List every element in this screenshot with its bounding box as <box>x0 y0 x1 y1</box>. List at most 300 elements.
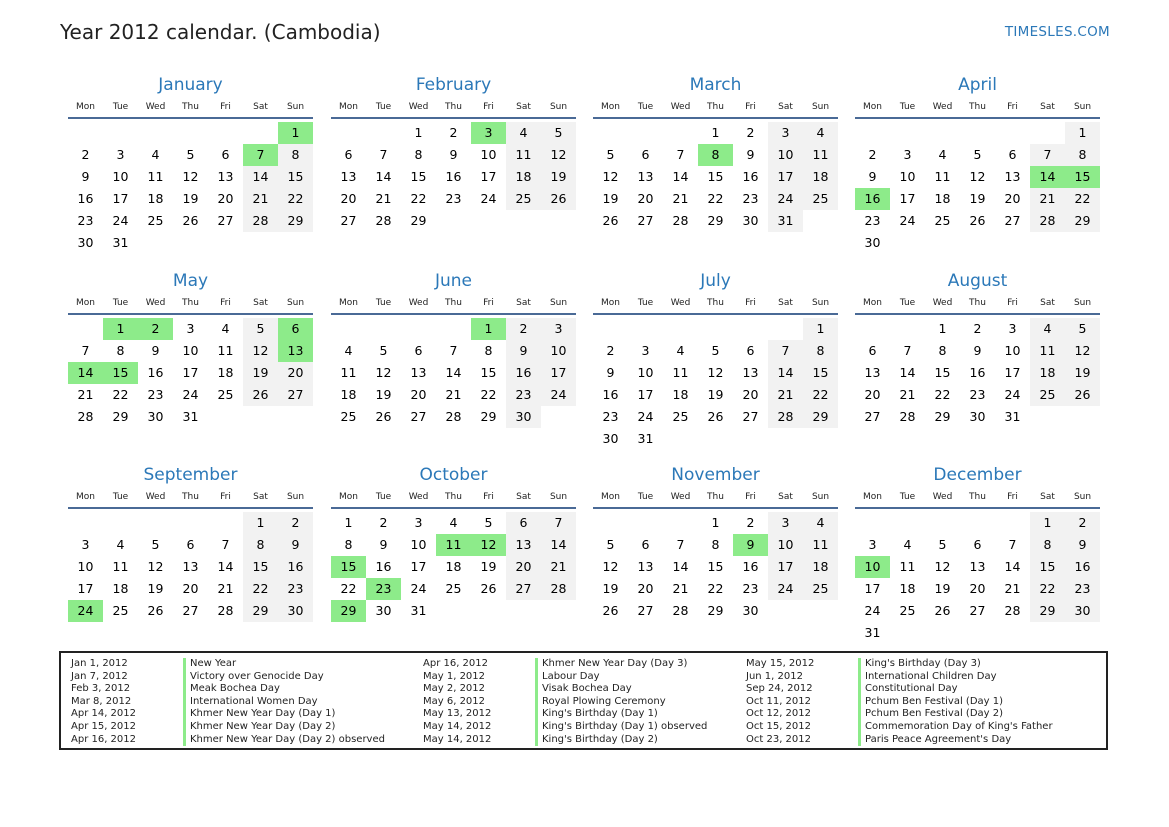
holiday-day: 23 <box>366 578 401 600</box>
days-grid <box>855 119 1100 254</box>
empty-cell <box>436 318 471 340</box>
day-cell: 6 <box>1008 147 1017 162</box>
day-cell: 19 <box>602 191 619 206</box>
weekday-header <box>331 100 576 119</box>
page-title: Year 2012 calendar. (Cambodia) <box>60 20 381 44</box>
day-cell: 6 <box>186 537 195 552</box>
empty-cell <box>768 318 803 340</box>
day-cell: 22 <box>410 191 427 206</box>
day-cell: 6 <box>221 147 230 162</box>
day-cell: 4 <box>803 122 838 144</box>
holiday-day: 15 <box>103 362 138 384</box>
day-cell: 13 <box>182 559 199 574</box>
holiday-row <box>71 671 385 684</box>
day-cell: 17 <box>864 581 881 596</box>
day-cell: 10 <box>77 559 94 574</box>
day-cell: 29 <box>278 210 313 232</box>
weekday-label: Thu <box>707 298 724 308</box>
empty-cell <box>855 122 890 144</box>
day-cell: 3 <box>186 321 195 336</box>
holiday-row <box>746 696 1053 709</box>
day-cell: 20 <box>410 387 427 402</box>
day-cell: 8 <box>711 537 720 552</box>
weekday-label: Fri <box>220 298 231 308</box>
day-cell: 9 <box>151 343 160 358</box>
day-cell: 17 <box>182 365 199 380</box>
holiday-day: 29 <box>331 600 366 622</box>
holiday-date: May 2, 2012 <box>423 683 486 695</box>
day-cell: 14 <box>899 365 916 380</box>
day-cell: 15 <box>278 166 313 188</box>
empty-cell <box>173 512 208 534</box>
day-cell: 18 <box>340 387 357 402</box>
weekday-label: Sun <box>549 102 568 112</box>
day-cell: 22 <box>1065 188 1100 210</box>
month-september <box>68 460 313 622</box>
holiday-day: 1 <box>471 318 506 340</box>
weekday-label: Fri <box>483 102 494 112</box>
day-cell: 27 <box>969 603 986 618</box>
day-cell: 12 <box>934 559 951 574</box>
day-cell: 11 <box>112 559 129 574</box>
day-cell: 30 <box>278 600 313 622</box>
day-cell: 7 <box>768 340 803 362</box>
day-cell: 10 <box>768 534 803 556</box>
weekday-label: Mon <box>339 298 358 308</box>
weekday-label: Thu <box>182 492 199 502</box>
weekday-label: Thu <box>969 298 986 308</box>
day-cell: 18 <box>803 166 838 188</box>
weekday-label: Tue <box>637 298 654 308</box>
month-name: August <box>947 271 1008 291</box>
day-cell: 7 <box>1030 144 1065 166</box>
day-cell: 13 <box>506 534 541 556</box>
day-cell: 8 <box>414 147 423 162</box>
day-cell: 17 <box>768 556 803 578</box>
day-cell: 7 <box>903 343 912 358</box>
weekday-label: Sat <box>778 492 793 502</box>
day-cell: 9 <box>868 169 877 184</box>
day-cell: 12 <box>602 559 619 574</box>
holiday-date: Jan 1, 2012 <box>71 658 128 669</box>
day-cell: 14 <box>243 166 278 188</box>
day-cell: 2 <box>746 125 755 140</box>
day-cell: 2 <box>973 321 982 336</box>
holiday-date: Apr 15, 2012 <box>71 720 137 732</box>
weekday-label: Thu <box>969 102 986 112</box>
month-name: January <box>158 75 223 95</box>
holiday-day: 10 <box>855 556 890 578</box>
weekday-label: Mon <box>601 102 620 112</box>
empty-cell <box>366 318 401 340</box>
holiday-date: May 6, 2012 <box>423 695 486 707</box>
day-cell: 26 <box>707 409 724 424</box>
month-november <box>593 460 838 622</box>
day-cell: 25 <box>934 213 951 228</box>
holiday-name: International Women Day <box>183 696 318 709</box>
day-cell: 19 <box>480 559 497 574</box>
day-cell: 3 <box>1008 321 1017 336</box>
month-name: September <box>143 465 238 485</box>
day-cell: 19 <box>707 387 724 402</box>
day-cell: 12 <box>182 169 199 184</box>
day-cell: 13 <box>410 365 427 380</box>
holiday-row <box>423 721 707 734</box>
day-cell: 23 <box>969 387 986 402</box>
days-grid <box>68 509 313 622</box>
holiday-row <box>71 683 385 696</box>
day-cell: 4 <box>676 343 685 358</box>
day-cell: 15 <box>243 556 278 578</box>
weekday-label: Fri <box>1007 298 1018 308</box>
day-cell: 17 <box>637 387 654 402</box>
empty-cell <box>208 122 243 144</box>
day-cell: 2 <box>278 512 313 534</box>
day-cell: 6 <box>506 512 541 534</box>
holiday-name: Labour Day <box>535 671 600 684</box>
days-grid <box>68 119 313 254</box>
day-cell: 27 <box>182 603 199 618</box>
weekday-label: Tue <box>375 492 392 502</box>
day-cell: 13 <box>1004 169 1021 184</box>
holiday-date: May 1, 2012 <box>423 670 486 682</box>
day-cell: 11 <box>899 559 916 574</box>
day-cell: 1 <box>1065 122 1100 144</box>
day-cell: 15 <box>934 365 951 380</box>
month-name: November <box>671 465 760 485</box>
day-cell: 14 <box>1004 559 1021 574</box>
day-cell: 21 <box>243 188 278 210</box>
holiday-day: 9 <box>733 534 768 556</box>
day-cell: 28 <box>899 409 916 424</box>
empty-cell <box>628 122 663 144</box>
empty-cell <box>995 512 1030 534</box>
day-cell: 2 <box>379 515 388 530</box>
day-cell: 18 <box>445 559 462 574</box>
day-cell: 6 <box>641 147 650 162</box>
holiday-row <box>71 708 385 721</box>
day-cell: 30 <box>969 409 986 424</box>
day-cell: 9 <box>379 537 388 552</box>
holiday-day: 8 <box>698 144 733 166</box>
weekday-header <box>68 296 313 315</box>
day-cell: 23 <box>506 384 541 406</box>
weekday-label: Sun <box>811 298 830 308</box>
holiday-day: 2 <box>138 318 173 340</box>
days-grid <box>855 509 1100 644</box>
day-cell: 14 <box>217 559 234 574</box>
day-cell: 18 <box>506 166 541 188</box>
day-cell: 24 <box>1004 387 1021 402</box>
weekday-label: Tue <box>637 102 654 112</box>
weekday-label: Sun <box>549 298 568 308</box>
holiday-day: 16 <box>855 188 890 210</box>
day-cell: 3 <box>868 537 877 552</box>
day-cell: 5 <box>243 318 278 340</box>
weekday-header <box>331 296 576 315</box>
day-cell: 1 <box>344 515 353 530</box>
day-cell: 15 <box>803 362 838 384</box>
weekday-header <box>593 100 838 119</box>
day-cell: 24 <box>864 603 881 618</box>
weekday-label: Fri <box>745 492 756 502</box>
holiday-name: Khmer New Year Day (Day 2) observed <box>183 734 385 747</box>
day-cell: 25 <box>672 409 689 424</box>
weekday-label: Mon <box>863 102 882 112</box>
day-cell: 22 <box>112 387 129 402</box>
day-cell: 6 <box>414 343 423 358</box>
day-cell: 3 <box>116 147 125 162</box>
holiday-date: Oct 12, 2012 <box>746 708 811 720</box>
day-cell: 26 <box>602 603 619 618</box>
holiday-date: Apr 16, 2012 <box>423 658 489 669</box>
empty-cell <box>855 512 890 534</box>
weekday-label: Sat <box>253 102 268 112</box>
weekday-label: Sat <box>516 102 531 112</box>
weekday-label: Tue <box>375 298 392 308</box>
day-cell: 29 <box>1030 600 1065 622</box>
weekday-label: Thu <box>445 492 462 502</box>
holiday-name: King's Birthday (Day 1) <box>535 708 658 721</box>
weekday-label: Mon <box>76 298 95 308</box>
empty-cell <box>855 318 890 340</box>
days-grid <box>331 509 576 622</box>
day-cell: 28 <box>217 603 234 618</box>
holiday-day: 15 <box>1065 166 1100 188</box>
day-cell: 24 <box>637 409 654 424</box>
empty-cell <box>593 512 628 534</box>
weekday-label: Thu <box>707 102 724 112</box>
day-cell: 26 <box>934 603 951 618</box>
day-cell: 20 <box>182 581 199 596</box>
holiday-column <box>746 658 1053 746</box>
holiday-row <box>746 708 1053 721</box>
day-cell: 28 <box>445 409 462 424</box>
day-cell: 29 <box>410 213 427 228</box>
empty-cell <box>698 318 733 340</box>
weekday-label: Wed <box>408 102 429 112</box>
day-cell: 7 <box>81 343 90 358</box>
holiday-row <box>71 658 385 671</box>
weekday-label: Tue <box>112 492 129 502</box>
day-cell: 27 <box>278 384 313 406</box>
day-cell: 25 <box>147 213 164 228</box>
empty-cell <box>68 318 103 340</box>
day-cell: 22 <box>1030 578 1065 600</box>
day-cell: 22 <box>707 191 724 206</box>
holiday-row <box>423 671 707 684</box>
day-cell: 28 <box>1030 210 1065 232</box>
day-cell: 12 <box>147 559 164 574</box>
day-cell: 14 <box>672 169 689 184</box>
day-cell: 4 <box>803 512 838 534</box>
holiday-name: Khmer New Year Day (Day 2) <box>183 721 335 734</box>
day-cell: 30 <box>506 406 541 428</box>
day-cell: 23 <box>602 409 619 424</box>
holiday-date: Feb 3, 2012 <box>71 683 131 695</box>
day-cell: 3 <box>903 147 912 162</box>
weekday-label: Thu <box>182 102 199 112</box>
day-cell: 2 <box>81 147 90 162</box>
day-cell: 23 <box>742 581 759 596</box>
day-cell: 5 <box>606 537 615 552</box>
day-cell: 31 <box>410 603 427 618</box>
day-cell: 2 <box>1065 512 1100 534</box>
days-grid <box>331 119 576 232</box>
empty-cell <box>593 122 628 144</box>
day-cell: 8 <box>938 343 947 358</box>
weekday-header <box>68 100 313 119</box>
day-cell: 13 <box>969 559 986 574</box>
empty-cell <box>628 512 663 534</box>
day-cell: 16 <box>742 169 759 184</box>
day-cell: 4 <box>1030 318 1065 340</box>
weekday-label: Sun <box>286 298 305 308</box>
day-cell: 29 <box>1065 210 1100 232</box>
empty-cell <box>628 318 663 340</box>
weekday-label: Sat <box>778 298 793 308</box>
weekday-header <box>68 490 313 509</box>
day-cell: 2 <box>506 318 541 340</box>
holiday-row <box>423 708 707 721</box>
day-cell: 10 <box>182 343 199 358</box>
site-link[interactable]: TIMESLES.COM <box>1004 24 1110 40</box>
day-cell: 16 <box>602 387 619 402</box>
month-name: July <box>700 271 731 291</box>
day-cell: 21 <box>1004 581 1021 596</box>
weekday-label: Thu <box>182 298 199 308</box>
day-cell: 8 <box>484 343 493 358</box>
day-cell: 22 <box>707 581 724 596</box>
weekday-label: Mon <box>601 492 620 502</box>
days-grid <box>68 315 313 428</box>
month-name: December <box>933 465 1022 485</box>
holiday-name: Pchum Ben Festival (Day 1) <box>858 696 1003 709</box>
holiday-date: Oct 23, 2012 <box>746 733 811 745</box>
weekday-label: Sun <box>811 102 830 112</box>
day-cell: 26 <box>602 213 619 228</box>
day-cell: 19 <box>602 581 619 596</box>
holiday-date: Oct 11, 2012 <box>746 695 811 707</box>
month-name: May <box>172 271 209 291</box>
day-cell: 7 <box>676 537 685 552</box>
day-cell: 10 <box>410 537 427 552</box>
empty-cell <box>663 122 698 144</box>
day-cell: 28 <box>541 578 576 600</box>
empty-cell <box>890 318 925 340</box>
day-cell: 6 <box>868 343 877 358</box>
day-cell: 21 <box>217 581 234 596</box>
day-cell: 11 <box>340 365 357 380</box>
weekday-label: Fri <box>745 298 756 308</box>
day-cell: 11 <box>803 144 838 166</box>
weekday-label: Mon <box>339 492 358 502</box>
day-cell: 7 <box>449 343 458 358</box>
day-cell: 25 <box>803 188 838 210</box>
day-cell: 21 <box>445 387 462 402</box>
day-cell: 26 <box>480 581 497 596</box>
empty-cell <box>890 512 925 534</box>
day-cell: 28 <box>243 210 278 232</box>
day-cell: 14 <box>445 365 462 380</box>
day-cell: 18 <box>899 581 916 596</box>
day-cell: 18 <box>112 581 129 596</box>
holiday-name: Visak Bochea Day <box>535 683 632 696</box>
day-cell: 27 <box>864 409 881 424</box>
weekday-label: Tue <box>112 102 129 112</box>
day-cell: 16 <box>278 556 313 578</box>
day-cell: 24 <box>768 188 803 210</box>
holiday-name: Victory over Genocide Day <box>183 671 324 684</box>
day-cell: 30 <box>375 603 392 618</box>
day-cell: 14 <box>672 559 689 574</box>
day-cell: 10 <box>768 144 803 166</box>
day-cell: 13 <box>637 559 654 574</box>
holiday-name: Constitutional Day <box>858 683 958 696</box>
empty-cell <box>331 318 366 340</box>
holiday-name: King's Birthday (Day 2) <box>535 734 658 747</box>
day-cell: 2 <box>449 125 458 140</box>
weekday-header <box>855 296 1100 315</box>
day-cell: 1 <box>711 125 720 140</box>
empty-cell <box>103 122 138 144</box>
holiday-date: Sep 24, 2012 <box>746 683 813 695</box>
weekday-label: Sun <box>1073 102 1092 112</box>
day-cell: 19 <box>147 581 164 596</box>
day-cell: 15 <box>480 365 497 380</box>
empty-cell <box>995 122 1030 144</box>
day-cell: 14 <box>375 169 392 184</box>
day-cell: 14 <box>768 362 803 384</box>
weekday-label: Sat <box>253 298 268 308</box>
day-cell: 4 <box>506 122 541 144</box>
weekday-label: Fri <box>745 102 756 112</box>
day-cell: 17 <box>899 191 916 206</box>
day-cell: 24 <box>480 191 497 206</box>
day-cell: 5 <box>186 147 195 162</box>
empty-cell <box>401 318 436 340</box>
day-cell: 2 <box>606 343 615 358</box>
day-cell: 15 <box>410 169 427 184</box>
day-cell: 17 <box>1004 365 1021 380</box>
empty-cell <box>103 512 138 534</box>
day-cell: 26 <box>1065 384 1100 406</box>
weekday-label: Sun <box>1073 492 1092 502</box>
day-cell: 9 <box>973 343 982 358</box>
day-cell: 25 <box>340 409 357 424</box>
day-cell: 10 <box>112 169 129 184</box>
weekday-label: Mon <box>339 102 358 112</box>
day-cell: 8 <box>243 534 278 556</box>
day-cell: 17 <box>768 166 803 188</box>
weekday-label: Mon <box>601 298 620 308</box>
day-cell: 24 <box>112 213 129 228</box>
day-cell: 29 <box>707 213 724 228</box>
holiday-date: Jun 1, 2012 <box>746 670 803 682</box>
weekday-header <box>331 490 576 509</box>
holiday-column <box>71 658 385 746</box>
day-cell: 19 <box>969 191 986 206</box>
day-cell: 25 <box>1030 384 1065 406</box>
day-cell: 5 <box>973 147 982 162</box>
holiday-day: 12 <box>471 534 506 556</box>
month-october <box>331 460 576 622</box>
day-cell: 20 <box>217 191 234 206</box>
day-cell: 10 <box>637 365 654 380</box>
days-grid <box>593 315 838 450</box>
month-name: October <box>419 465 488 485</box>
weekday-label: Tue <box>899 492 916 502</box>
